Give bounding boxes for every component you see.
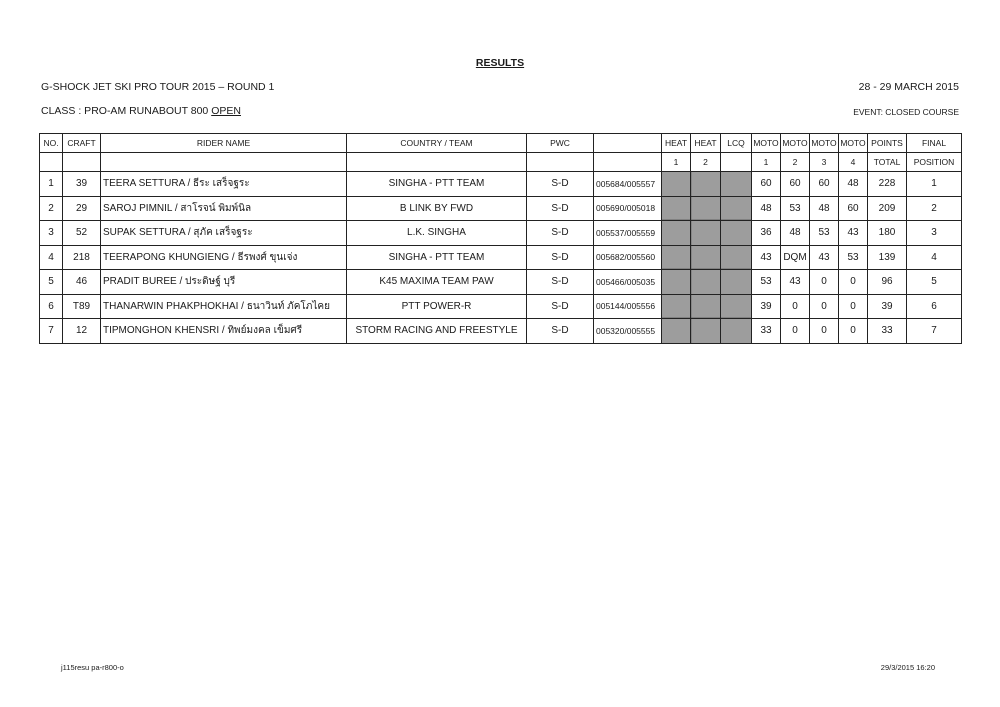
col-rider-sub — [101, 153, 347, 172]
cell-no: 1 — [40, 172, 63, 197]
cell-heat2-empty — [691, 172, 721, 197]
cell-moto2: 53 — [781, 196, 810, 221]
cell-position: 7 — [907, 319, 962, 344]
table-row — [40, 221, 962, 246]
cell-no: 6 — [40, 294, 63, 319]
cell-craft: 12 — [63, 319, 101, 344]
cell-moto3: 0 — [810, 294, 839, 319]
cell-pwc-no: 005684/005557 — [594, 172, 662, 197]
cell-pwc-no: 005690/005018 — [594, 196, 662, 221]
cell-no: 4 — [40, 245, 63, 270]
cell-position: 6 — [907, 294, 962, 319]
cell-no: 7 — [40, 319, 63, 344]
table-row — [40, 245, 962, 270]
cell-no: 2 — [40, 196, 63, 221]
col-no-header: NO. — [40, 134, 63, 153]
cell-pwc: S-D — [527, 172, 594, 197]
cell-moto1: 33 — [752, 319, 781, 344]
cell-moto2: 43 — [781, 270, 810, 295]
cell-moto2: 0 — [781, 294, 810, 319]
col-country-sub — [347, 153, 527, 172]
cell-heat2-empty — [691, 294, 721, 319]
cell-no: 5 — [40, 270, 63, 295]
cell-pwc-no: 005537/005559 — [594, 221, 662, 246]
cell-heat1-empty — [662, 172, 691, 197]
cell-rider: SUPAK SETTURA / สุภัค เสร็จฐระ — [101, 221, 347, 246]
col-rider-header: RIDER NAME — [101, 134, 347, 153]
cell-pwc-no: 005144/005556 — [594, 294, 662, 319]
cell-team: PTT POWER-R — [347, 294, 527, 319]
results-table — [39, 133, 962, 344]
cell-pwc-no: 005466/005035 — [594, 270, 662, 295]
col-position-sub: POSITION — [907, 153, 962, 172]
cell-moto1: 39 — [752, 294, 781, 319]
cell-moto4: 0 — [839, 294, 868, 319]
cell-team: L.K. SINGHA — [347, 221, 527, 246]
cell-team: SINGHA - PTT TEAM — [347, 172, 527, 197]
cell-total: 33 — [868, 319, 907, 344]
cell-team: SINGHA - PTT TEAM — [347, 245, 527, 270]
cell-moto1: 48 — [752, 196, 781, 221]
footer-report-code: j115resu pa-r800-o — [61, 663, 124, 672]
table-row — [40, 172, 962, 197]
cell-craft: 29 — [63, 196, 101, 221]
cell-moto3: 43 — [810, 245, 839, 270]
cell-pwc: S-D — [527, 319, 594, 344]
cell-moto4: 43 — [839, 221, 868, 246]
col-moto3-sub: 3 — [810, 153, 839, 172]
col-pwc-no-header — [594, 134, 662, 153]
cell-rider: SAROJ PIMNIL / สาโรจน์ พิมพ์นิล — [101, 196, 347, 221]
cell-heat1-empty — [662, 245, 691, 270]
col-moto4-header: MOTO — [839, 134, 868, 153]
cell-lcq-empty — [721, 196, 752, 221]
cell-pwc: S-D — [527, 245, 594, 270]
cell-rider: TEERA SETTURA / ธีระ เสร็จฐระ — [101, 172, 347, 197]
col-moto4-sub: 4 — [839, 153, 868, 172]
col-craft-header: CRAFT — [63, 134, 101, 153]
footer-timestamp: 29/3/2015 16:20 — [880, 663, 935, 672]
cell-moto2: 60 — [781, 172, 810, 197]
cell-lcq-empty — [721, 319, 752, 344]
cell-position: 3 — [907, 221, 962, 246]
table-row — [40, 319, 962, 344]
cell-heat1-empty — [662, 270, 691, 295]
col-heat2-sub: 2 — [691, 153, 721, 172]
table-row — [40, 294, 962, 319]
col-heat1-sub: 1 — [662, 153, 691, 172]
cell-pwc-no: 005682/005560 — [594, 245, 662, 270]
cell-total: 180 — [868, 221, 907, 246]
cell-moto2: 48 — [781, 221, 810, 246]
cell-craft: 39 — [63, 172, 101, 197]
cell-heat2-empty — [691, 245, 721, 270]
cell-heat1-empty — [662, 294, 691, 319]
page-title: RESULTS — [475, 57, 525, 69]
cell-heat2-empty — [691, 319, 721, 344]
cell-total: 139 — [868, 245, 907, 270]
col-lcq-header: LCQ — [721, 134, 752, 153]
col-heat1-header: HEAT — [662, 134, 691, 153]
col-moto3-header: MOTO — [810, 134, 839, 153]
cell-moto1: 43 — [752, 245, 781, 270]
cell-pwc: S-D — [527, 221, 594, 246]
cell-position: 5 — [907, 270, 962, 295]
cell-team: K45 MAXIMA TEAM PAW — [347, 270, 527, 295]
cell-craft: 52 — [63, 221, 101, 246]
cell-moto2: DQM — [781, 245, 810, 270]
event-name: G-SHOCK JET SKI PRO TOUR 2015 – ROUND 1 — [41, 81, 275, 93]
cell-craft: 46 — [63, 270, 101, 295]
header-row-1 — [40, 134, 962, 153]
cell-rider: TIPMONGHON KHENSRI / ทิพย์มงคล เข็มศรี — [101, 319, 347, 344]
event-course: EVENT: CLOSED COURSE — [853, 107, 959, 117]
col-country-header: COUNTRY / TEAM — [347, 134, 527, 153]
class-open-label: OPEN — [211, 105, 241, 117]
cell-moto1: 36 — [752, 221, 781, 246]
col-pwc-no-sub — [594, 153, 662, 172]
cell-position: 4 — [907, 245, 962, 270]
col-moto2-sub: 2 — [781, 153, 810, 172]
cell-heat2-empty — [691, 270, 721, 295]
col-moto2-header: MOTO — [781, 134, 810, 153]
cell-team: STORM RACING AND FREESTYLE — [347, 319, 527, 344]
col-total-sub: TOTAL — [868, 153, 907, 172]
cell-lcq-empty — [721, 221, 752, 246]
table-row — [40, 196, 962, 221]
col-moto1-sub: 1 — [752, 153, 781, 172]
col-pwc-sub — [527, 153, 594, 172]
event-dates: 28 - 29 MARCH 2015 — [858, 81, 959, 93]
cell-position: 2 — [907, 196, 962, 221]
cell-lcq-empty — [721, 294, 752, 319]
cell-pwc-no: 005320/005555 — [594, 319, 662, 344]
cell-craft: T89 — [63, 294, 101, 319]
table-row — [40, 270, 962, 295]
cell-team: B LINK BY FWD — [347, 196, 527, 221]
header-row-2 — [40, 153, 962, 172]
cell-moto4: 0 — [839, 270, 868, 295]
col-craft-sub — [63, 153, 101, 172]
cell-rider: PRADIT BUREE / ประดิษฐ์ บุรี — [101, 270, 347, 295]
cell-pwc: S-D — [527, 196, 594, 221]
cell-pwc: S-D — [527, 270, 594, 295]
cell-lcq-empty — [721, 270, 752, 295]
col-no-sub — [40, 153, 63, 172]
cell-pwc: S-D — [527, 294, 594, 319]
cell-moto4: 53 — [839, 245, 868, 270]
cell-heat2-empty — [691, 221, 721, 246]
cell-moto4: 48 — [839, 172, 868, 197]
cell-heat1-empty — [662, 221, 691, 246]
cell-heat1-empty — [662, 196, 691, 221]
cell-total: 96 — [868, 270, 907, 295]
cell-heat1-empty — [662, 319, 691, 344]
cell-moto3: 0 — [810, 319, 839, 344]
cell-total: 228 — [868, 172, 907, 197]
cell-rider: THANARWIN PHAKPHOKHAI / ธนาวินท์ ภัคโภไคย — [101, 294, 347, 319]
cell-heat2-empty — [691, 196, 721, 221]
cell-moto3: 48 — [810, 196, 839, 221]
cell-moto3: 53 — [810, 221, 839, 246]
col-lcq-sub — [721, 153, 752, 172]
cell-moto3: 60 — [810, 172, 839, 197]
cell-moto4: 60 — [839, 196, 868, 221]
cell-rider: TEERAPONG KHUNGIENG / ธีรพงศ์ ขุนเจ่ง — [101, 245, 347, 270]
col-heat2-header: HEAT — [691, 134, 721, 153]
col-final-header: FINAL — [907, 134, 962, 153]
cell-lcq-empty — [721, 245, 752, 270]
cell-moto2: 0 — [781, 319, 810, 344]
cell-total: 209 — [868, 196, 907, 221]
cell-lcq-empty — [721, 172, 752, 197]
cell-craft: 218 — [63, 245, 101, 270]
class-name: CLASS : PRO-AM RUNABOUT 800 — [41, 105, 209, 117]
cell-no: 3 — [40, 221, 63, 246]
col-points-header: POINTS — [868, 134, 907, 153]
col-pwc-header: PWC — [527, 134, 594, 153]
cell-position: 1 — [907, 172, 962, 197]
cell-moto1: 60 — [752, 172, 781, 197]
class-label — [41, 105, 241, 117]
col-moto1-header: MOTO — [752, 134, 781, 153]
cell-total: 39 — [868, 294, 907, 319]
cell-moto4: 0 — [839, 319, 868, 344]
cell-moto1: 53 — [752, 270, 781, 295]
cell-moto3: 0 — [810, 270, 839, 295]
